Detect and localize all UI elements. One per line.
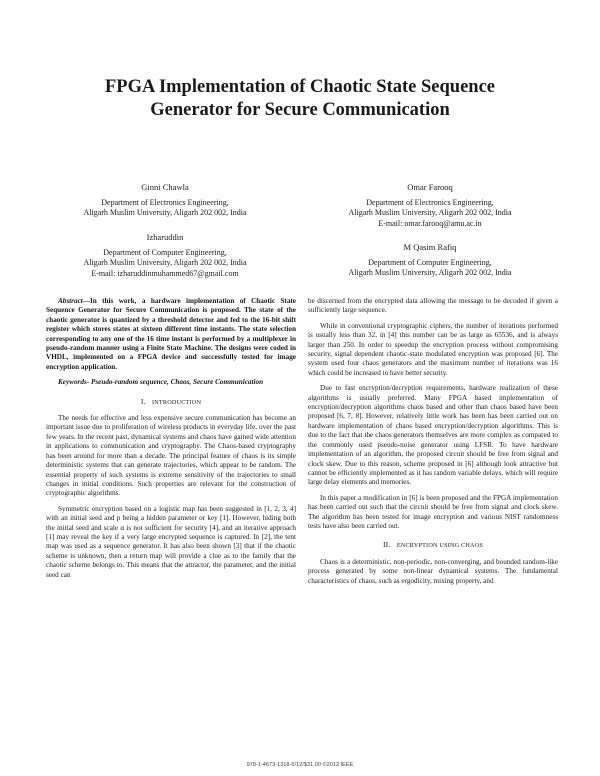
keywords-label: Keywords- xyxy=(58,378,90,387)
paragraph: Due to fast encryption/decryption requirements, hardware realization of these algorithms is usually preferred. Many FPGA based implementation of encryption/decryption algorithms chaos based and other than chaos based have been proposed [6, 7, 8]. However, relatively little work has been has been carried out on hardware implementation of chaos based encryption/decryption algorithms. This is due to the fact that the chaos generators themselves are more complex as compared to the commonly used pseudo-noise generator using LFSR. To have hardware implementation of an algorithm, the proposed circuit should be free from signal and clock skew. Due to this reason, scheme proposed in [6] although look attractive but cannot be efficiently implemented as it has random variable delays, which will require large delay elements and memories. xyxy=(308,384,558,487)
author-dept: Department of Computer Engineering, xyxy=(103,247,227,257)
copyright-footer: 978-1-4673-1318-6/12/$31.00 ©2012 IEEE xyxy=(246,762,354,768)
section-number: II. xyxy=(382,540,391,550)
paragraph: In this paper a modification in [6] is been proposed and the FPGA implementation has been carried out such that the circuit should be free from signal and clock skew. The algorithm has been tested for image encryption and various NIST randomness tests have also been carried out. xyxy=(308,493,558,530)
title-line-1: FPGA Implementation of Chaotic State Sequence xyxy=(104,77,495,97)
author-dept: Department of Electronics Engineering, xyxy=(101,197,229,207)
abstract-label: Abstract xyxy=(58,297,83,305)
author-block-3 xyxy=(60,232,270,279)
paragraph: While in conventional cryptographic ciphers, the number of iterations performed is usually less than 32, in [4] this number can be as large as 65536, and is always larger than 250. In order to speedup the encryption process without compromising security, signal dependent chaotic-state modulated encryption was proposed [6]. The system used four chaos generators and the maximum number of iterations was 16 which could be increased to have better security. xyxy=(308,321,558,377)
paragraph: Chaos is a deterministic, non-periodic, non-converging, and bounded random-like process generated by some non-linear dynamical systems. The fundamental characteristics of chaos, such as ergodicity, mixing property, and xyxy=(308,557,558,585)
left-column xyxy=(46,297,296,586)
author-email: E-mail: izharuddinmuhammed67@gmail.com xyxy=(91,268,239,278)
section-title: INTRODUCTION xyxy=(151,398,202,406)
title-line-2: Generator for Secure Communication xyxy=(150,100,450,120)
author-dept: Department of Electronics Engineering, xyxy=(366,197,494,207)
section-heading-encryption-using-chaos xyxy=(308,540,558,550)
right-column xyxy=(308,297,558,592)
author-block-2 xyxy=(320,182,540,229)
author-affiliation: Aligarh Muslim University, Aligarh 202 002, India xyxy=(348,268,512,277)
author-name: Ginni Chawla xyxy=(141,182,189,192)
author-email: E-mail: omar.farooq@amu.ac.in xyxy=(378,218,482,228)
author-dept: Department of Computer Engineering, xyxy=(368,257,492,267)
author-name: M Qasim Rafiq xyxy=(403,242,457,252)
section-heading-introduction xyxy=(46,397,296,407)
keywords xyxy=(46,378,296,387)
abstract-text: In this work, a hardware implementation of Chaotic State Sequence Generator for Secure Communication is proposed. The state of the chaotic generator is quantized by a threshold detector and fed to the 16-bit shift register which stores states at sixteen different time instants. The state selection corresponding to any one of the 16 time instant is performed by a multiplexer in pseudo-random manner using a Finite State Machine. The designs were coded in VHDL, implemented on a FPGA device and successfully tested for image encryption application. xyxy=(46,297,296,371)
section-title: ENCRYPTION USING CHAOS xyxy=(396,542,484,550)
author-affiliation: Aligarh Muslim University, Aligarh 202 002, India xyxy=(83,258,247,267)
paragraph: be discerned from the encrypted data allowing the message to be decoded if given a sufficiently large sequence. xyxy=(308,297,558,315)
abstract: Abstract—In this work, a hardware implementation of Chaotic State Sequence Generator for Secure Communication is proposed. The state of the chaotic generator is quantized by a threshold detector and fed to the 16-bit shift register which stores states at sixteen different time instants. The state selection corresponding to any one of the 16 time instant is performed by a multiplexer in pseudo-random manner using a Finite State Machine. The designs were coded in VHDL, implemented on a FPGA device and successfully tested for image encryption application. xyxy=(46,297,296,371)
author-block-4 xyxy=(320,242,540,279)
paragraph: Symmetric encryption based on a logistic map has been suggested in [1, 2, 3, 4] with an initial seed and p being a hidden parameter or key [1]. However, hiding both the initial seed and scale α is not sufficient for security [4], and an iterative approach [1] may reveal the key if a very large encrypted sequence is captured. In [2], the tent map was used as a sequence generator. It has also been shown [3] that if the chaotic scheme is unknown, then a return map will provide a clue as to the family that the chaotic scheme belongs to. This means that the attractor, the parameter, and the initial seed can xyxy=(46,504,296,579)
section-number: I. xyxy=(140,396,146,406)
author-name: Omar Farooq xyxy=(407,182,453,192)
paper-title xyxy=(40,76,560,122)
author-affiliation: Aligarh Muslim University, Aligarh 202 002, India xyxy=(83,208,247,217)
author-name: Izharuddin xyxy=(146,232,184,242)
paragraph: The needs for effective and less expensive secure communication has become an important issue due to proliferation of wireless products in everyday life, over the past few years. In the recent past, dynamical systems and chaos have gained wide attention in applications to communication and cryptography. The Chaos-based cryptography has been around for more than a decade. The principal feature of chaos is its simple deterministic systems that can generate trajectories, which appear to be random. The essential property of such systems is extreme sensitivity of the trajectories to small changes in initial conditions. Such properties are relevant for the construction of cryptographic algorithms. xyxy=(46,414,296,498)
author-affiliation: Aligarh Muslim University, Aligarh 202 002, India xyxy=(348,208,512,217)
keywords-text: Pseudo-random sequence, Chaos, Secure Communication xyxy=(90,378,264,387)
author-block-1 xyxy=(60,182,270,219)
